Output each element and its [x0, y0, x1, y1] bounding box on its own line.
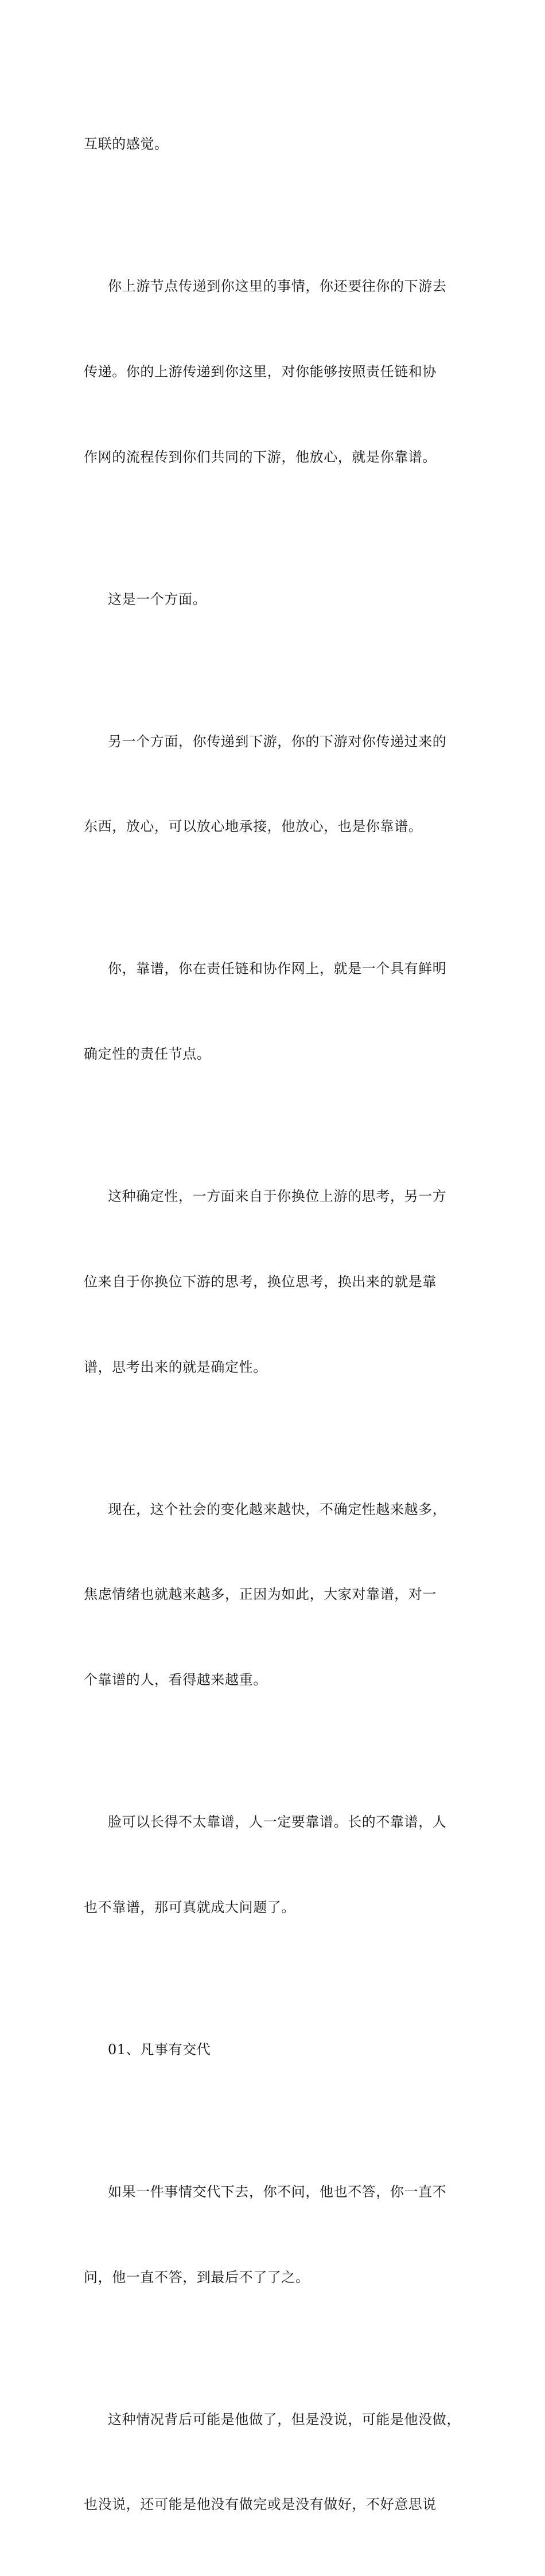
- paragraph-one-aspect: [84, 529, 474, 671]
- text-line: 也没说，还可能是他没有做完或是没有做好，不好意思说: [84, 2491, 474, 2519]
- text-line: 谱，思考出来的就是确定性。: [84, 1353, 474, 1382]
- text-line: 个靠谱的人，看得越来越重。: [84, 1666, 474, 1695]
- paragraph-situation: [84, 2349, 474, 2576]
- paragraph-upstream-downstream: [84, 216, 474, 529]
- text-line: 脸可以长得不太靠谱，人一定要靠谱。长的不靠谱，人: [84, 1808, 474, 1837]
- paragraph-reliable-node: [84, 898, 474, 1126]
- section-heading: [84, 1979, 474, 2121]
- paragraph-no-answer: [84, 2121, 474, 2349]
- text-line: 你上游节点传递到你这里的事情，你还要往你的下游去: [84, 272, 474, 301]
- paragraph-society-change: [84, 1439, 474, 1752]
- text-line: 焦虑情绪也就越来越多，正因为如此，大家对靠谱，对一: [84, 1580, 474, 1609]
- text-line: 这种确定性，一方面来自于你换位上游的思考，另一方: [84, 1182, 474, 1211]
- text-line: 这种情况背后可能是他做了，但是没说，可能是他没做，: [84, 2406, 474, 2434]
- paragraph-certainty: [84, 1126, 474, 1439]
- text-line: 问，他一直不答，到最后不了了之。: [84, 2263, 474, 2292]
- text-line: 作网的流程传到你们共同的下游，他放心，就是你靠谱。: [84, 443, 474, 472]
- text-line: 确定性的责任节点。: [84, 1040, 474, 1069]
- text-line: 传递。你的上游传递到你这里，对你能够按照责任链和协: [84, 358, 474, 387]
- text-line: 如果一件事情交代下去，你不问，他也不答，你一直不: [84, 2178, 474, 2207]
- text-line: 东西，放心，可以放心地承接，他放心，也是你靠谱。: [84, 813, 474, 841]
- section-heading-text: 01、凡事有交代: [84, 2036, 474, 2064]
- paragraph-continuation: [84, 73, 474, 216]
- text-line: 另一个方面，你传递到下游，你的下游对你传递过来的: [84, 728, 474, 756]
- text-line: 这是一个方面。: [84, 586, 474, 614]
- paragraph-other-aspect: [84, 670, 474, 898]
- document-page: [0, 0, 545, 771]
- text-line: 也不靠谱，那可真就成大问题了。: [84, 1894, 474, 1922]
- text-line: 你，靠谱，你在责任链和协作网上，就是一个具有鲜明: [84, 955, 474, 983]
- text-line: 现在，这个社会的变化越来越快，不确定性越来越多，: [84, 1496, 474, 1524]
- document-body: [84, 73, 474, 2576]
- paragraph-face-reliable: [84, 1751, 474, 1979]
- text-line: 位来自于你换位下游的思考，换位思考，换出来的就是靠: [84, 1268, 474, 1297]
- text-line: 互联的感觉。: [84, 130, 474, 159]
